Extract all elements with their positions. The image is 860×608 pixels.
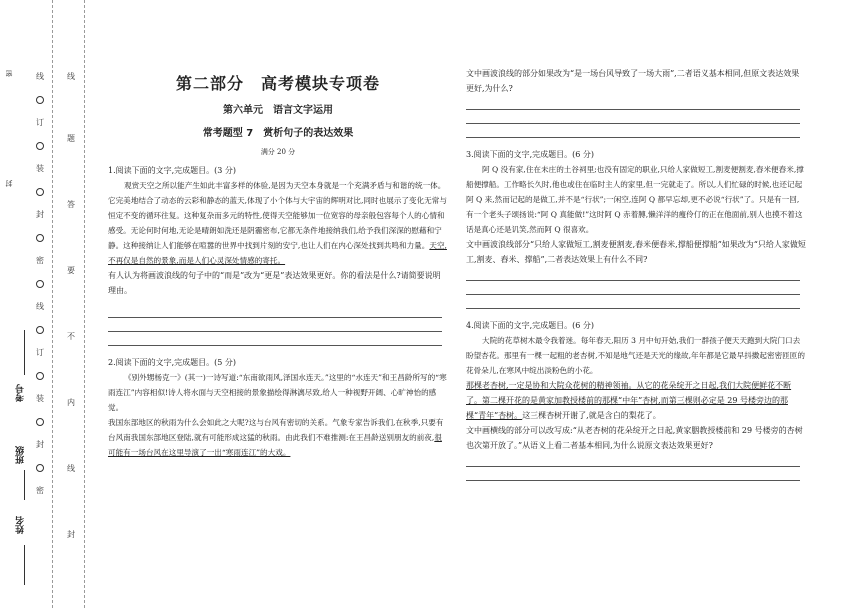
binding-margin [0, 0, 96, 608]
class-label: 班级 [16, 446, 26, 464]
answer-line[interactable] [108, 332, 442, 346]
question-2-prompt: 文中画波浪线的部分如果改为“是一场台风导致了一场大雨”,二者语义基本相同,但原文表达效果更好,为什么? [466, 69, 800, 93]
seal-mark: 密 [36, 486, 44, 495]
margin-note-char: 线 [67, 464, 75, 473]
passage-text: 这三棵杏树开谢了,就是含白的梨花了。 [522, 411, 661, 420]
answer-line[interactable] [466, 295, 800, 309]
answer-line[interactable] [466, 467, 800, 481]
question-4-stem: 4.阅读下面的文字,完成题目。(6 分) [466, 321, 595, 330]
answer-line[interactable] [466, 110, 800, 124]
answer-line[interactable] [466, 453, 800, 467]
answer-line[interactable] [466, 281, 800, 295]
question-3-passage: 阿 Q 没有家,住在未庄的土谷祠里;也没有固定的职业,只给人家做短工,割麦便割麦,舂米便舂米,撑船便撑船。工作略长久时,他也或住在临时主人的家里,但一完就走了。所以,人们忙碌的时候,也还记起阿 Q 来,然而记起的是做工,并不是“行状”;一闲空,连阿 Q 都早忘却,更不必说“行状”了。只是有一回,有一个老头子颂扬说:“阿 Q 真能做!”这时阿 Q 赤着膊,懒洋洋的瘦伶仃的正在他面前,别人也摸不着这话是真心还是讥笑,然而阿 Q 很喜欢。 [466, 165, 804, 234]
question-4-prompt: 文中画横线的部分可以改写成:“从老杏树的花朵绽开之日起,黄家胭教授楼前和 29 号楼旁的杏树也次第开放了。”从语义上看二者基本相同,为什么说原文表达效果更好? [466, 426, 803, 450]
margin-note-char: 不 [67, 332, 75, 341]
exam-number-label: 考号 [16, 384, 26, 402]
circle-icon [36, 418, 44, 426]
name-field[interactable] [24, 545, 25, 585]
passage-text: 大院的花草树木最令我着迷。每年春天,阳历 3 月中旬开始,我们一群孩子便天天跑到大院门口去盼望杏花。那里有一棵一起粗的老杏树,不知是地气还是天光的缘故,年年都是它最早抖擞起密密匝匝的花骨朵儿,在寒风中绽出淡粉色的小花。 [466, 336, 805, 375]
underlined-passage: 那棵老杏树,一定是协和大院众花树的精神领袖。从它的花朵绽开之日起,我们大院便鲜花不断了。第二棵开花的是黄家加教授楼前的那棵“中年”杏树,而第三棵则必定是 29 号楼旁边的那棵“青年”杏树。 [466, 381, 792, 420]
class-field[interactable] [24, 470, 25, 500]
margin-note-char: 答 [67, 200, 75, 209]
question-1-stem: 1.阅读下面的文字,完成题目。(3 分) [108, 166, 237, 175]
seal-line-outer [52, 0, 53, 608]
margin-seal-mark: 密 [5, 70, 13, 77]
seal-mark: 线 [36, 72, 44, 81]
margin-note-char: 要 [67, 266, 75, 275]
circle-icon [36, 96, 44, 104]
margin-note-char: 题 [67, 134, 75, 143]
seal-mark: 线 [36, 302, 44, 311]
seal-line-inner [84, 0, 85, 608]
question-4-passage [466, 333, 806, 378]
circle-icon [36, 326, 44, 334]
question-3-stem: 3.阅读下面的文字,完成题目。(6 分) [466, 150, 595, 159]
score-note: 满分 20 分 [260, 148, 296, 156]
margin-note-char: 内 [67, 398, 75, 407]
wavy-underlined-sentence: 天空,不再仅是自然的景象,而是人们心灵深处情感的寄托。 [108, 241, 447, 265]
question-2-stem: 2.阅读下面的文字,完成题目。(5 分) [108, 358, 237, 367]
seal-mark: 装 [36, 394, 44, 403]
answer-line[interactable] [108, 318, 442, 332]
margin-note-char: 线 [67, 72, 75, 81]
wavy-underlined-sentence: 很可能有一场台风在这里导演了一出“寒雨连江”的大戏。 [108, 433, 442, 457]
question-2-passage-a: 《别外甥杨克一》(其一)一诗写道:“东南欲雨风,泽国水连天。”这里的“水连天”和王昌龄所写的“寒雨连江”内容相似!诗人将水面与天空相接的景象描绘得淋漓尽致,给人一种视野开阔、心旷神怡的感觉。 [108, 373, 447, 412]
answer-line[interactable] [108, 304, 442, 318]
name-label: 姓名 [16, 516, 26, 534]
question-3-prompt: 文中画波浪线部分“只给人家做短工,割麦便割麦,舂米便舂米,撑船便撑船”如果改为“只给人家做短工,割麦、舂米、撑船”,二者表达效果上有什么不同? [466, 240, 806, 264]
passage-text: 我国东部地区的秋雨为什么会如此之大呢?这与台风有密切的关系。气象专家告诉我们,在秋季,只要有台风南我国东部地区登陆,就有可能形成这猛的秋雨。由此我们不难推测:在王昌龄送别朋友的前夜, [108, 418, 444, 442]
circle-icon [36, 234, 44, 242]
passage-text: 观赏天空之所以能产生如此丰富多样的体验,是因为天空本身就是一个充满矛盾与和谐的统一体。它完美地结合了动态的云彩和静态的蓝天,体现了小个体与大宇宙的辉明对比,同时也展示了变化无常与恒定不变的循环往复。这种复杂而多元的特性,使得天空能够加一位宽容的母亲般包容每个人的心情和感受。无论何时何地,无论是晴朗如洗还是阴霾密布,它都无条件地接纳我们,给予我们深深的慰藉和宁静。这种接纳让人们能够在喧嚣的世界中找到片刻的安宁,也让人们在内心深处找到共鸣和力量。 [108, 181, 447, 250]
seal-mark: 密 [36, 256, 44, 265]
question-4-passage-cont [466, 378, 806, 423]
question-1-passage [108, 178, 448, 268]
exam-number-field[interactable] [24, 330, 25, 375]
circle-icon [36, 142, 44, 150]
inner-note-col [64, 72, 78, 540]
seal-mark: 订 [36, 348, 44, 357]
seal-mark: 封 [36, 210, 44, 219]
question-2-passage-b [108, 415, 448, 460]
question-1-prompt: 有人认为将画波浪线的句子中的“而是”改为“更是”表达效果更好。你的看法是什么?请简要说明理由。 [108, 271, 441, 295]
unit-title: 第六单元 语言文字运用 [223, 105, 333, 116]
circle-icon [36, 280, 44, 288]
answer-line[interactable] [466, 96, 800, 110]
circle-icon [36, 372, 44, 380]
right-column [466, 66, 806, 481]
margin-note-char: 封 [67, 530, 75, 539]
outer-mark-col [33, 72, 47, 496]
circle-icon [36, 464, 44, 472]
answer-line[interactable] [466, 267, 800, 281]
margin-seal-mark: 封 [5, 180, 13, 187]
part-title: 第二部分 高考模块专项卷 [175, 74, 380, 93]
type-title: 常考题型 7 赏析句子的表达效果 [202, 128, 354, 139]
circle-icon [36, 188, 44, 196]
left-column [108, 0, 448, 460]
seal-mark: 订 [36, 118, 44, 127]
seal-mark: 装 [36, 164, 44, 173]
answer-line[interactable] [466, 124, 800, 138]
seal-mark: 封 [36, 440, 44, 449]
